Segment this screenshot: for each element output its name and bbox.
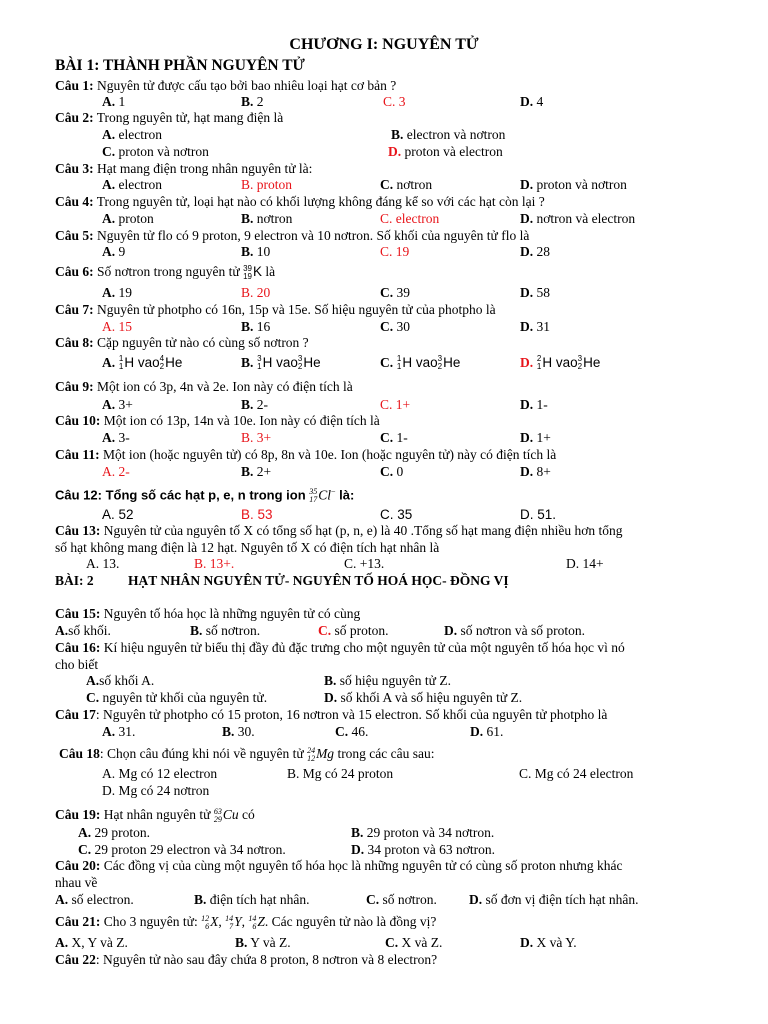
q20-option-d: D. số đơn vị điện tích hạt nhân.: [469, 892, 639, 907]
q19-option-b: B. 29 proton và 34 nơtron.: [351, 825, 495, 840]
question-12: Câu 12: Tổng số các hạt p, e, n trong ion 35 17 Cl− là:: [55, 487, 355, 505]
q17-option-d: D. 61.: [470, 724, 504, 739]
question-13: Câu 13: Nguyên tử của nguyên tố X có tổng số hạt (p, n, e) là 40 .Tổng số hạt mang điện nhiều hơn tổng: [55, 523, 623, 538]
q15-option-b: B. số nơtron.: [190, 623, 261, 638]
q21-option-d: D. X và Y.: [520, 935, 577, 950]
q19-option-c: C. 29 proton 29 electron và 34 nơtron.: [78, 842, 286, 857]
q20-option-c: C. số nơtron.: [366, 892, 437, 907]
question-9: Câu 9: Một ion có 3p, 4n và 2e. Ion này có điện tích là: [55, 379, 353, 394]
question-11: Câu 11: Một ion (hoặc nguyên tử) có 8p, 8n và 10e. Ion (hoặc nguyên tử) này có điện tích là: [55, 447, 557, 462]
q6-option-a: A. 19: [102, 285, 132, 300]
q16-option-c: C. nguyên tử khối của nguyên tử.: [86, 690, 268, 705]
q4-option-c: C. electron: [380, 211, 440, 226]
question-16-continued: cho biết: [55, 657, 99, 672]
q19-option-d: D. 34 proton và 63 nơtron.: [351, 842, 495, 857]
q11-option-a: A. 2-: [102, 464, 130, 479]
q12-option-a: A. 52: [102, 507, 134, 522]
q16-option-d: D. số khối A và số hiệu nguyên tử Z.: [324, 690, 523, 705]
q5-option-b: B. 10: [241, 244, 271, 259]
q4-option-d: D. nơtron và electron: [520, 211, 636, 226]
question-10: Câu 10: Một ion có 13p, 14n và 10e. Ion này có điện tích là: [55, 413, 380, 428]
question-7: Câu 7: Nguyên tử photpho có 16n, 15p và 15e. Số hiệu nguyên tử của photpho là: [55, 302, 496, 317]
q19-option-a: A. 29 proton.: [78, 825, 150, 840]
question-18: Câu 18: Chọn câu đúng khi nói về nguyên tử 24 12 Mg trong các câu sau:: [59, 745, 435, 763]
q3-option-d: D. proton và nơtron: [520, 177, 627, 192]
question-6: Câu 6: Số nơtron trong nguyên tử 39 19 K là: [55, 263, 276, 281]
q4-option-b: B. nơtron: [241, 211, 293, 226]
question-17: Câu 17: Nguyên tử photpho có 15 proton, 16 nơtron và 15 electron. Số khối của nguyên tử photpho là: [55, 707, 608, 722]
q20-option-b: B. điện tích hạt nhân.: [194, 892, 310, 907]
q8-option-b: B. 3 1 H vao 3 2 He: [241, 354, 321, 372]
q8-option-c: C. 1 1 H vao 3 2 He: [380, 354, 461, 372]
q5-option-d: D. 28: [520, 244, 550, 259]
q11-option-d: D. 8+: [520, 464, 551, 479]
question-21: Câu 21: Cho 3 nguyên tử: 12 6 X, 14 7 Y, 14 6 Z. Các nguyên tử nào là đồng vị?: [55, 913, 437, 931]
q21-option-b: B. Y và Z.: [235, 935, 291, 950]
q10-option-d: D. 1+: [520, 430, 551, 445]
question-1: Câu 1: Nguyên tử được cấu tạo bởi bao nhiêu loại hạt cơ bản ?: [55, 78, 397, 93]
question-20: Câu 20: Các đồng vị của cùng một nguyên tố hóa học là những nguyên tử có cùng số proton nhưng khác: [55, 858, 623, 873]
q12-nuclide-notation: 35 17: [309, 487, 318, 505]
question-22: Câu 22: Nguyên tử nào sau đây chứa 8 proton, 8 nơtron và 8 electron?: [55, 952, 438, 967]
q2-option-a: A. electron: [102, 127, 162, 142]
q6-option-d: D. 58: [520, 285, 550, 300]
question-2: Câu 2: Trong nguyên tử, hạt mang điện là: [55, 110, 284, 125]
q7-option-d: D. 31: [520, 319, 550, 334]
q9-option-d: D. 1-: [520, 397, 548, 412]
q11-option-c: C. 0: [380, 464, 404, 479]
lesson-2-title: HẠT NHÂN NGUYÊN TỬ- NGUYÊN TỐ HOÁ HỌC- ĐỒNG VỊ: [128, 573, 509, 588]
q6-option-b: B. 20: [241, 285, 271, 300]
q4-option-a: A. proton: [102, 211, 154, 226]
q10-option-c: C. 1-: [380, 430, 408, 445]
question-13-continued: số hạt không mang điện là 12 hạt. Nguyên tố X có điện tích hạt nhân là: [55, 540, 440, 555]
q16-option-a: A.số khối A.: [86, 673, 155, 688]
q2-option-d: D. proton và electron: [388, 144, 503, 159]
q13-option-b: B. 13+.: [194, 556, 235, 571]
q15-option-c: C. số proton.: [318, 623, 389, 638]
q20-option-a: A. số electron.: [55, 892, 134, 907]
q9-option-b: B. 2-: [241, 397, 269, 412]
q18-option-c: C. Mg có 24 electron: [519, 766, 634, 781]
q6-nuclide-notation: 39 19: [243, 263, 252, 281]
q6-option-c: C. 39: [380, 285, 410, 300]
q13-option-a: A. 13.: [86, 556, 120, 571]
q18-nuclide-notation: 24 12: [307, 745, 316, 763]
q1-option-b: B. 2: [241, 94, 264, 109]
q18-option-a: A. Mg có 12 electron: [102, 766, 218, 781]
question-4: Câu 4: Trong nguyên tử, loại hạt nào có khối lượng không đáng kể so với các hạt còn lại ?: [55, 194, 545, 209]
q8-option-d: D. 2 1 H vao 3 2 He: [520, 354, 601, 372]
q8-option-a: A. 1 1 H vao 4 2 He: [102, 354, 183, 372]
q17-option-b: B. 30.: [222, 724, 255, 739]
question-5: Câu 5: Nguyên tử flo có 9 proton, 9 electron và 10 nơtron. Số khối của nguyên tử flo là: [55, 228, 530, 243]
q3-option-b: B. proton: [241, 177, 293, 192]
q1-option-a: A. 1: [102, 94, 126, 109]
q21-option-c: C. X và Z.: [385, 935, 443, 950]
q15-option-d: D. số nơtron và số proton.: [444, 623, 586, 638]
q11-option-b: B. 2+: [241, 464, 272, 479]
chapter-title: CHƯƠNG I: NGUYÊN TỬ: [289, 36, 479, 53]
question-3: Câu 3: Hạt mang điện trong nhân nguyên tử là:: [55, 161, 313, 176]
lesson-1-title: BÀI 1: THÀNH PHẦN NGUYÊN TỬ: [55, 57, 305, 74]
question-19: Câu 19: Hạt nhân nguyên tử 63 29 Cu có: [55, 806, 255, 824]
q17-option-a: A. 31.: [102, 724, 136, 739]
q3-option-a: A. electron: [102, 177, 162, 192]
q15-option-a: A.số khối.: [55, 623, 111, 638]
question-20-continued: nhau về: [55, 875, 98, 890]
q19-nuclide-notation: 63 29: [213, 806, 222, 824]
q17-option-c: C. 46.: [335, 724, 369, 739]
q5-option-a: A. 9: [102, 244, 126, 259]
question-16: Câu 16: Kí hiệu nguyên tử biểu thị đầy đủ đặc trưng cho một nguyên tử của một nguyên tố hóa học vì nó: [55, 640, 625, 655]
q13-option-c: C. +13.: [344, 556, 385, 571]
question-15: Câu 15: Nguyên tố hóa học là những nguyên tử có cùng: [55, 606, 361, 621]
q16-option-b: B. số hiệu nguyên tử Z.: [324, 673, 451, 688]
q1-option-c: C. 3: [383, 94, 406, 109]
q21-option-a: A. X, Y và Z.: [55, 935, 128, 950]
q7-option-b: B. 16: [241, 319, 271, 334]
q7-option-a: A. 15: [102, 319, 132, 334]
q10-option-a: A. 3-: [102, 430, 130, 445]
q13-option-d: D. 14+: [566, 556, 604, 571]
q12-option-c: C. 35: [380, 507, 413, 522]
q9-option-c: C. 1+: [380, 397, 411, 412]
q2-option-b: B. electron và nơtron: [391, 127, 506, 142]
q1-option-d: D. 4: [520, 94, 544, 109]
q12-option-b: B. 53: [241, 507, 273, 522]
q18-option-b: B. Mg có 24 proton: [287, 766, 394, 781]
lesson-2-label: BÀI: 2: [55, 573, 94, 588]
q5-option-c: C. 19: [380, 244, 410, 259]
question-8: Câu 8: Cặp nguyên tử nào có cùng số nơtron ?: [55, 335, 309, 350]
q12-option-d: D. 51.: [520, 507, 557, 522]
q3-option-c: C. nơtron: [380, 177, 433, 192]
q7-option-c: C. 30: [380, 319, 410, 334]
q10-option-b: B. 3+: [241, 430, 272, 445]
q9-option-a: A. 3+: [102, 397, 133, 412]
q2-option-c: C. proton và nơtron: [102, 144, 209, 159]
q18-option-d: D. Mg có 24 nơtron: [102, 783, 210, 798]
